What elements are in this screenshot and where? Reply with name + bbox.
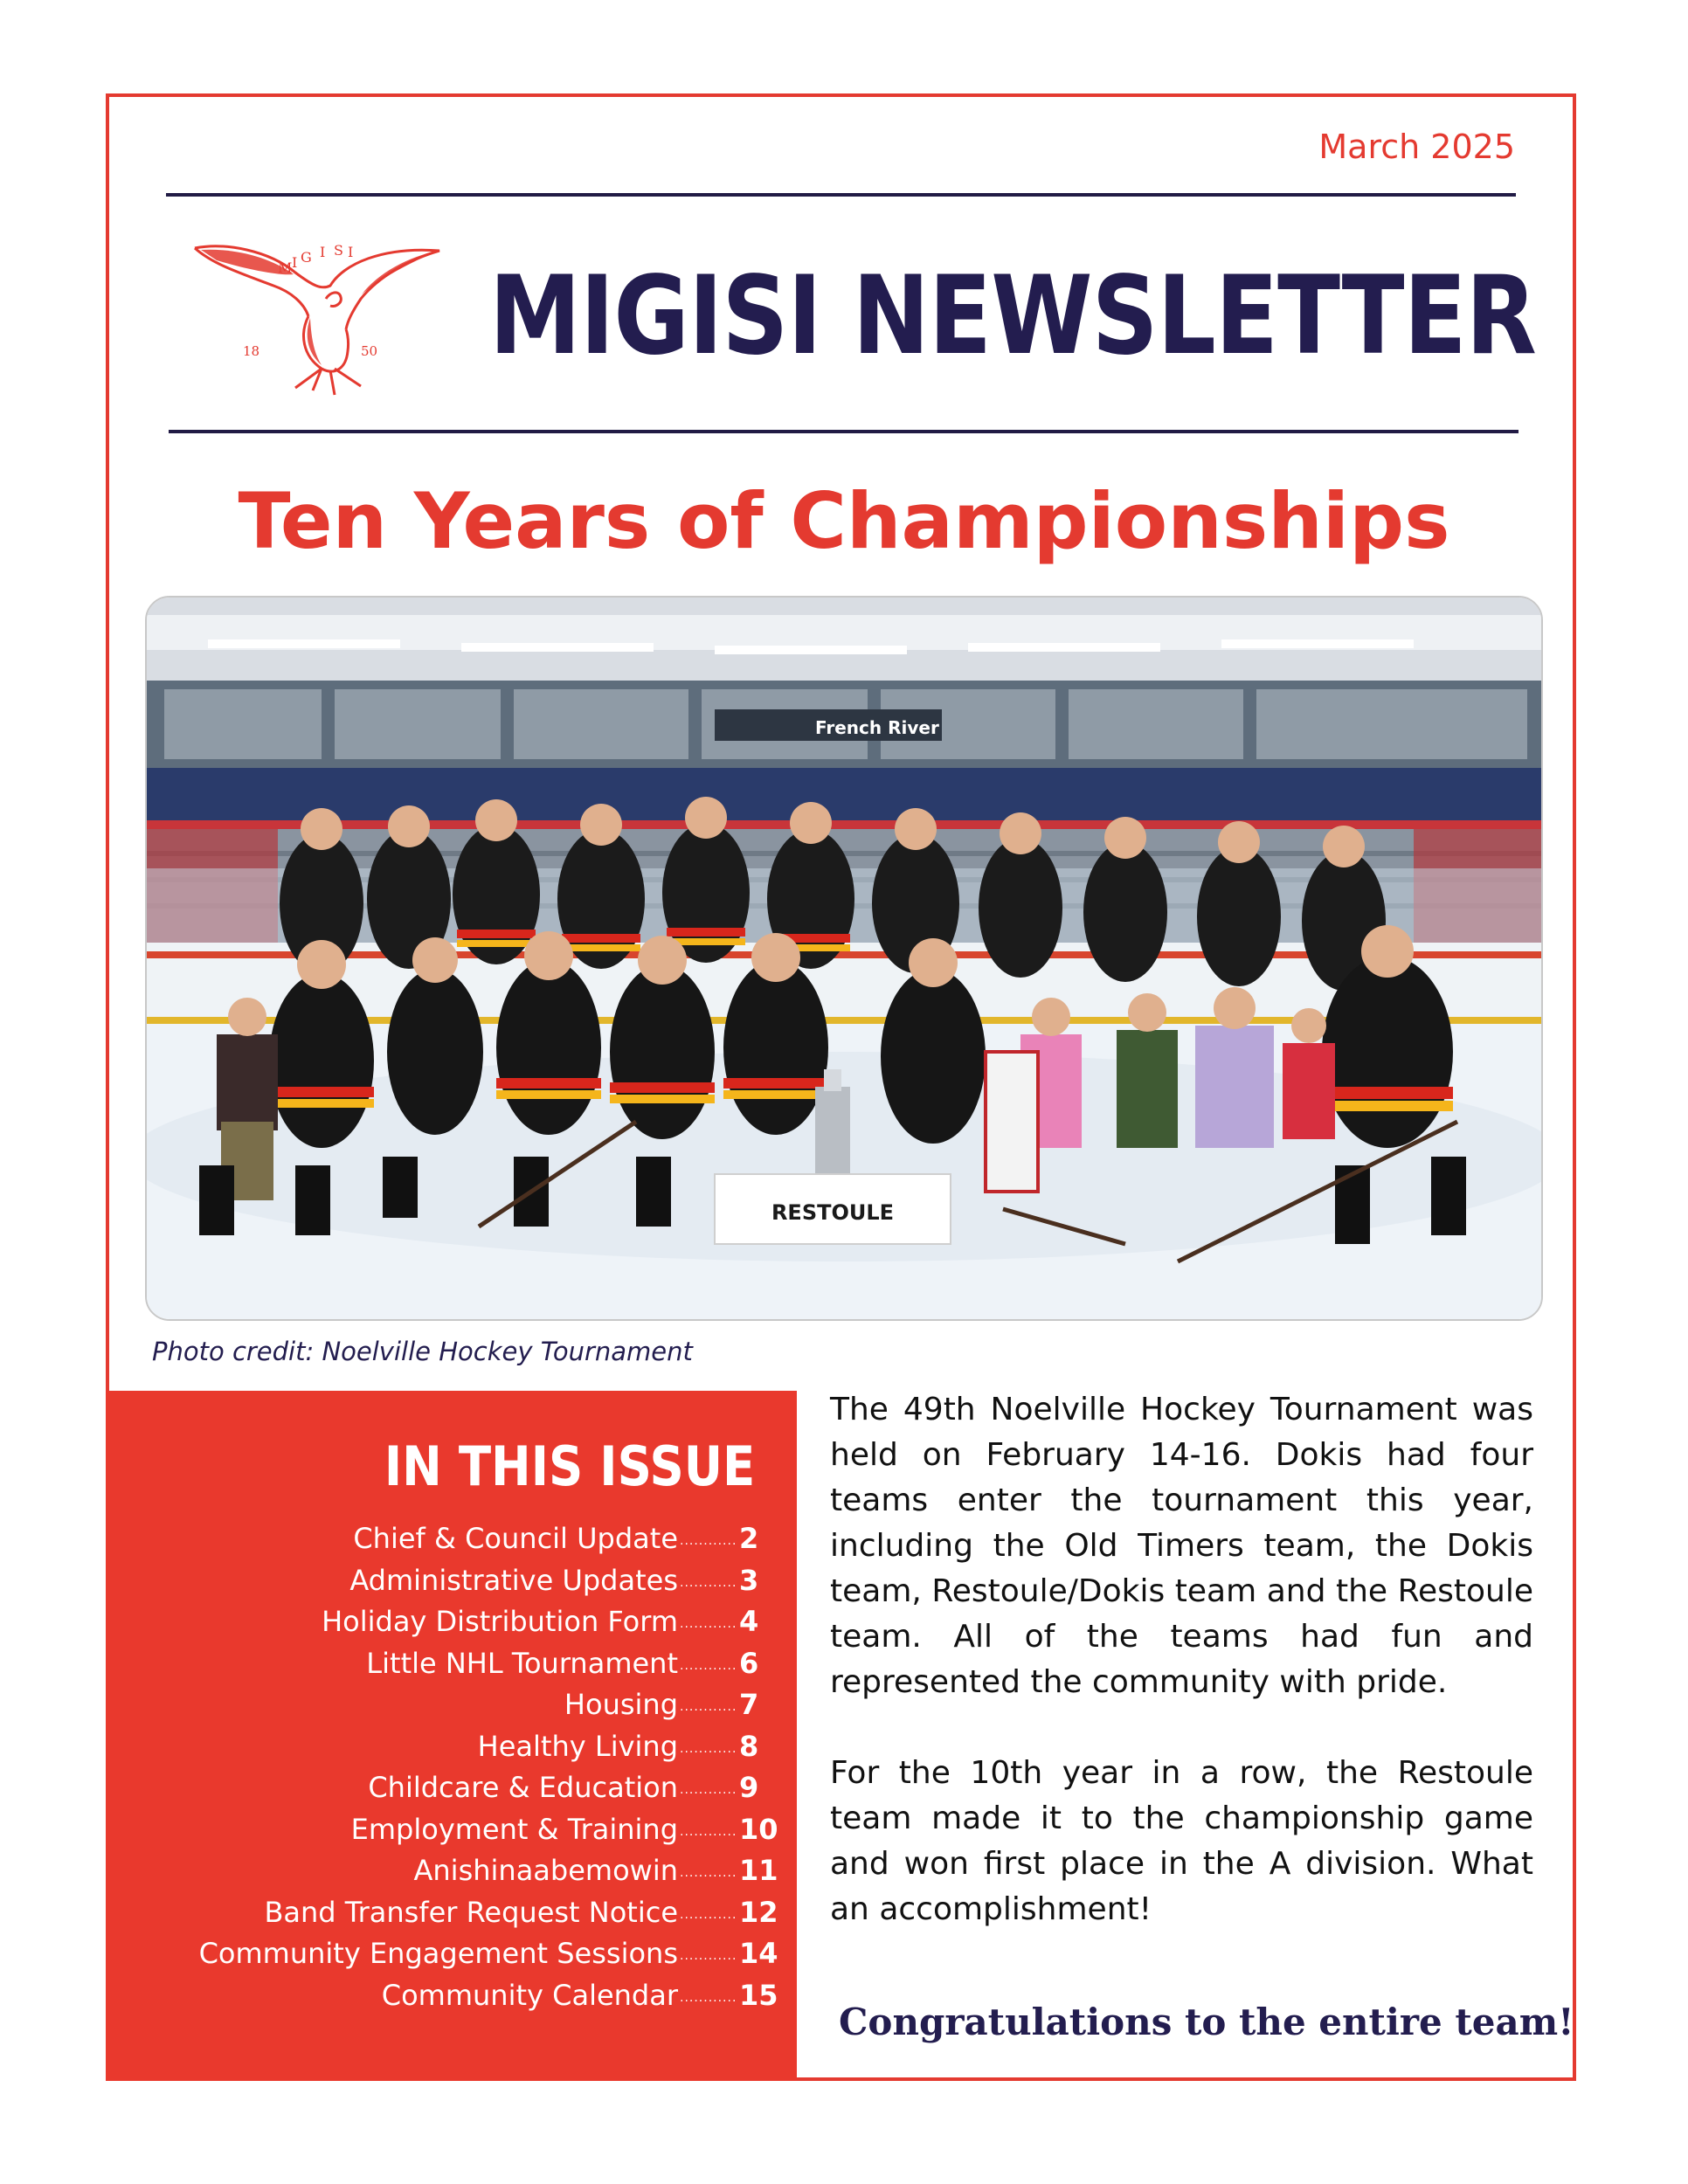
toc-item[interactable]	[106, 1647, 797, 1689]
toc-item-label: Administrative Updates	[349, 1563, 678, 1597]
logo-letter: S	[334, 242, 343, 259]
toc-item-page: 7	[739, 1688, 759, 1721]
toc-item-page: 3	[739, 1563, 759, 1597]
toc-leader-dots: ............	[680, 1783, 737, 1797]
toc-leader-dots: ............	[680, 1866, 737, 1880]
toc-leader-dots: ............	[680, 1990, 737, 2005]
logo-year-right: 50	[361, 343, 378, 359]
toc-item[interactable]	[106, 1896, 797, 1938]
team-photo-illustration	[147, 598, 1543, 1321]
toc-leader-dots: ............	[680, 1617, 737, 1631]
toc-item-label: Employment & Training	[350, 1812, 678, 1846]
toc-item[interactable]	[106, 1730, 797, 1772]
toc-item-label: Holiday Distribution Form	[322, 1605, 678, 1638]
toc-leader-dots: ............	[680, 1907, 737, 1922]
logo-letter: I	[292, 254, 298, 271]
logo-year-left: 18	[243, 343, 260, 359]
toc-item-page: 6	[739, 1646, 759, 1680]
logo-letter: M	[278, 259, 293, 276]
toc-item[interactable]	[106, 1771, 797, 1813]
article-paragraph: The 49th Noelville Hockey Tournament was held on February 14-16. Dokis had four teams enter the tournament this year, including the Old Timers team, the Dokis team, Restoule/Dokis team and the Restoule team. All of the teams had fun and represented the community with pride.	[830, 1392, 1533, 1700]
toc-item-page: 10	[739, 1812, 778, 1846]
toc-item-page: 2	[739, 1522, 759, 1555]
toc-leader-dots: ............	[680, 1575, 737, 1590]
congratulations-line: Congratulations to the entire team!	[839, 2001, 1574, 2043]
toc-item[interactable]	[106, 1937, 797, 1979]
toc-item-page: 11	[739, 1854, 778, 1887]
article-paragraph: For the 10th year in a row, the Restoule team made it to the championship game and won first place in the A division. What an accomplishment!	[830, 1755, 1533, 1927]
photo-credit: Photo credit: Noelville Hockey Tournament	[152, 1337, 693, 1366]
bottom-divider	[169, 430, 1519, 433]
toc-leader-dots: ............	[680, 1658, 737, 1673]
toc-item[interactable]	[106, 1605, 797, 1647]
logo-letter: G	[301, 249, 312, 266]
team-photo	[145, 596, 1543, 1321]
restoule-banner: RESTOULE	[771, 1200, 895, 1225]
toc-item[interactable]	[106, 1979, 797, 2021]
article-body	[830, 1387, 1533, 1978]
logo-letter: I	[348, 244, 354, 260]
toc-item-page: 12	[739, 1895, 778, 1929]
migisi-eagle-logo	[190, 238, 444, 404]
toc-item-label: Childcare & Education	[368, 1771, 678, 1804]
feature-headline: Ten Years of Championships	[238, 476, 1450, 566]
arena-sign: French River	[815, 717, 939, 738]
issue-date: March 2025	[1318, 128, 1515, 166]
toc-item-page: 14	[739, 1937, 778, 1970]
in-this-issue-title: IN THIS ISSUE	[384, 1434, 755, 1498]
table-of-contents	[106, 1522, 797, 2020]
toc-item-label: Band Transfer Request Notice	[264, 1895, 678, 1929]
toc-item[interactable]	[106, 1564, 797, 1606]
toc-item[interactable]	[106, 1522, 797, 1564]
toc-item[interactable]	[106, 1813, 797, 1855]
toc-item-page: 9	[739, 1771, 759, 1804]
toc-item-label: Community Engagement Sessions	[198, 1937, 678, 1970]
toc-item-label: Little NHL Tournament	[366, 1646, 678, 1680]
toc-leader-dots: ............	[680, 1824, 737, 1839]
in-this-issue-panel	[106, 1391, 797, 2081]
toc-leader-dots: ............	[680, 1741, 737, 1756]
toc-item-label: Anishinaabemowin	[413, 1854, 678, 1887]
toc-item[interactable]	[106, 1854, 797, 1896]
top-divider	[166, 193, 1516, 197]
toc-item-page: 15	[739, 1978, 778, 2012]
toc-item-page: 4	[739, 1605, 759, 1638]
newsletter-title: MIGISI NEWSLETTER	[489, 253, 1537, 379]
toc-leader-dots: ............	[680, 1534, 737, 1548]
toc-leader-dots: ............	[680, 1700, 737, 1714]
toc-item-label: Community Calendar	[381, 1978, 678, 2012]
toc-leader-dots: ............	[680, 1949, 737, 1963]
toc-item-page: 8	[739, 1729, 759, 1763]
toc-item-label: Housing	[564, 1688, 678, 1721]
toc-item-label: Healthy Living	[477, 1729, 678, 1763]
toc-item[interactable]	[106, 1688, 797, 1730]
logo-letter: I	[320, 244, 326, 260]
toc-item-label: Chief & Council Update	[353, 1522, 678, 1555]
